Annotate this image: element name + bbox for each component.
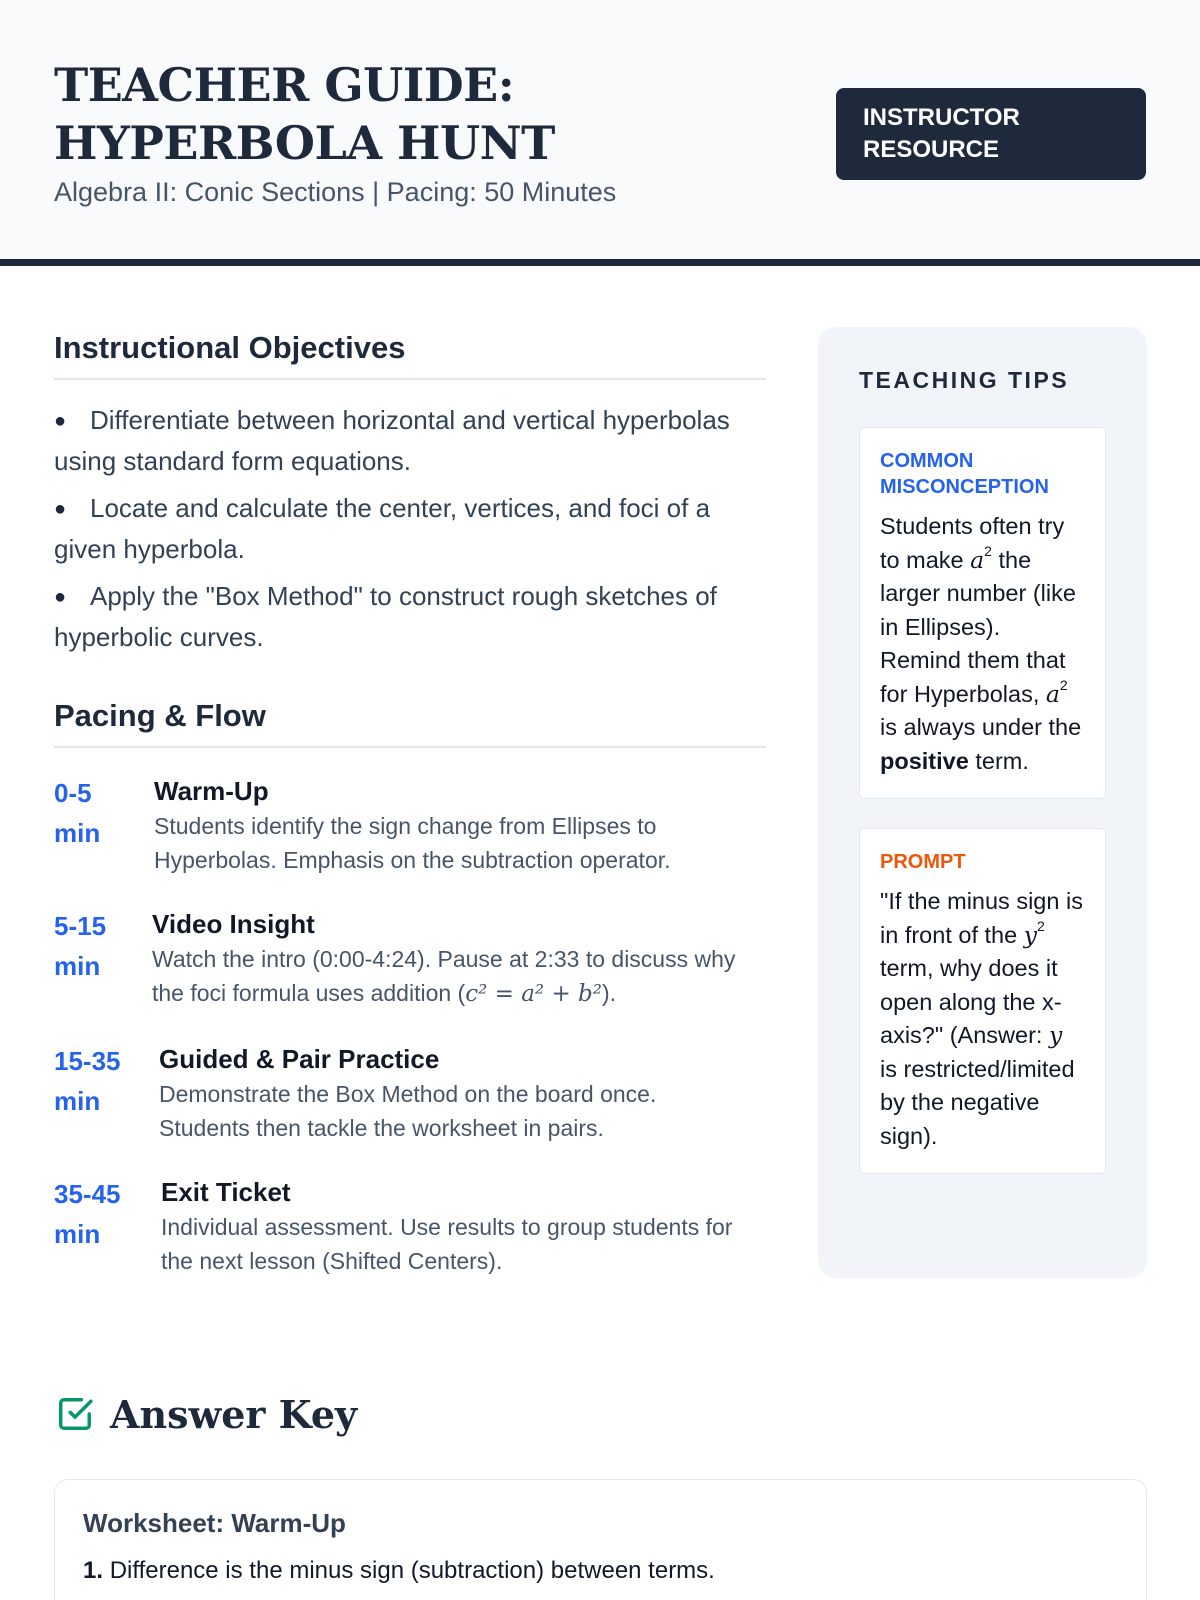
checkbox-icon — [56, 1395, 94, 1433]
answer-card-title: Worksheet: Warm-Up — [83, 1508, 346, 1538]
card-text: "If the minus sign is in front of the $y^2$ term, why does it open along the x-axis?" (Answer: y is restricted/limited by the negative sign). — [880, 888, 1083, 1149]
pacing-heading: Pacing & Flow — [54, 698, 766, 748]
pacing-description: Watch the intro (0:00-4:24). Pause at 2:33 to discuss why the foci formula uses addition (c² = a² + b²). — [152, 946, 736, 1007]
pacing-description: Students identify the sign change from Ellipses to Hyperbolas. Emphasis on the subtraction operator. — [154, 813, 671, 873]
list-item: ● Locate and calculate the center, vertices, and foci of a given hyperbola. — [54, 488, 766, 569]
prompt-card — [859, 828, 1106, 1174]
sidebar-heading: TEACHING TIPS — [859, 367, 1070, 393]
bullet-icon: ● — [54, 586, 67, 608]
bullet-icon: ● — [54, 410, 67, 432]
page-header — [0, 0, 1200, 266]
page-subtitle: Algebra II: Conic Sections | Pacing: 50 Minutes — [54, 177, 617, 207]
instructor-resource-badge: INSTRUCTOR RESOURCE — [836, 88, 1146, 180]
pacing-title: Exit Ticket — [161, 1177, 291, 1207]
pacing-title: Guided & Pair Practice — [159, 1044, 440, 1074]
pacing-time: 0-5 min — [54, 778, 101, 848]
pacing-time: 5-15 min — [54, 911, 107, 981]
answer-key-heading — [56, 1386, 357, 1442]
card-text: Students often try to make $a^2$ the larger number (like in Ellipses). Remind them that for Hyperbolas, $a^2$ is always under the positive term. — [880, 513, 1082, 774]
objectives-list — [54, 400, 766, 664]
page-title: TEACHER GUIDE: HYPERBOLA HUNT — [54, 58, 555, 170]
pacing-time: 15-35 min — [54, 1046, 121, 1116]
answer-item: 1. Difference is the minus sign (subtraction) between terms. — [83, 1557, 715, 1584]
bullet-icon: ● — [54, 498, 67, 520]
objectives-heading: Instructional Objectives — [54, 330, 766, 380]
card-label: PROMPT — [880, 851, 966, 873]
misconception-card — [859, 427, 1106, 799]
foci-formula: c² = a² + b² — [465, 981, 602, 1007]
card-label: COMMON MISCONCEPTION — [880, 450, 1049, 498]
pacing-time: 35-45 min — [54, 1179, 121, 1249]
teaching-tips-sidebar — [818, 327, 1147, 1278]
pacing-description: Demonstrate the Box Method on the board once. Students then tackle the worksheet in pairs. — [159, 1081, 657, 1141]
pacing-title: Video Insight — [152, 909, 315, 939]
answer-card — [54, 1479, 1147, 1600]
pacing-title: Warm-Up — [154, 776, 269, 806]
list-item: ● Differentiate between horizontal and vertical hyperbolas using standard form equations. — [54, 400, 766, 481]
answer-key-title: Answer Key — [110, 1391, 358, 1437]
list-item: ● Apply the "Box Method" to construct rough sketches of hyperbolic curves. — [54, 576, 766, 657]
pacing-description: Individual assessment. Use results to group students for the next lesson (Shifted Centers). — [161, 1214, 733, 1274]
